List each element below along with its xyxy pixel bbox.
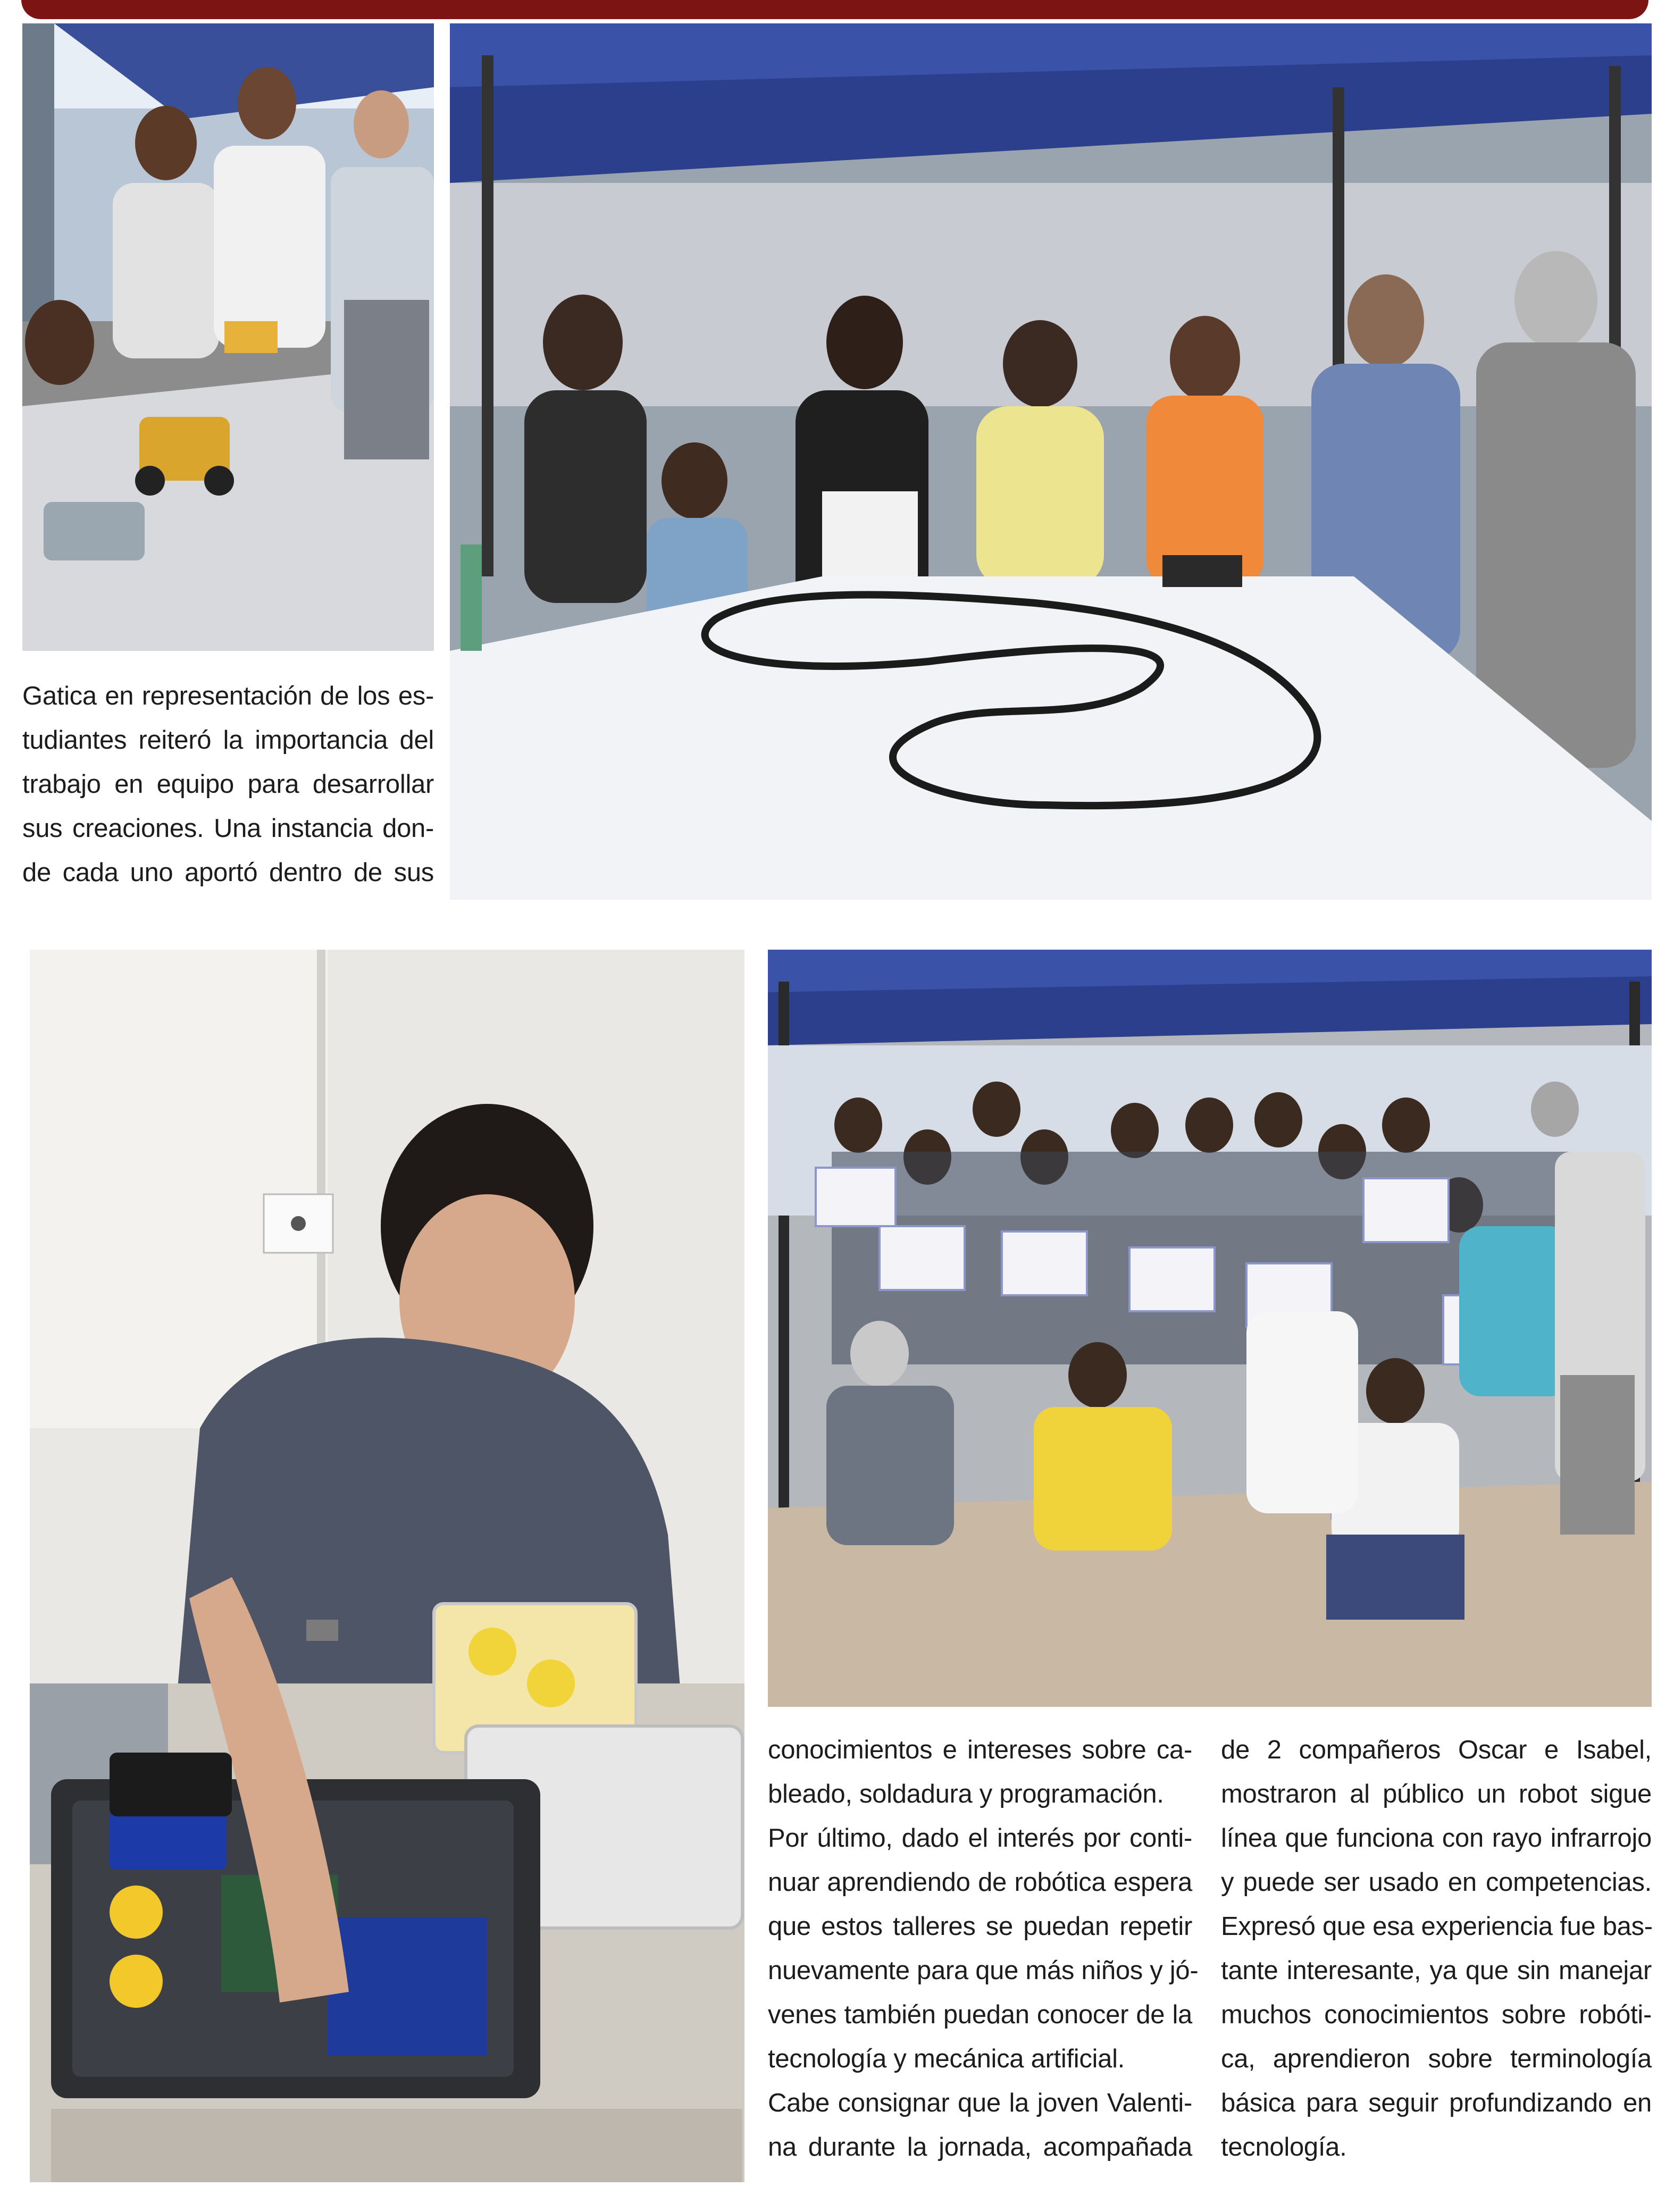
text-line: de cada uno aportó dentro de sus — [22, 858, 434, 887]
text-line: tudiantes reiteró la importancia del — [22, 726, 434, 755]
text-line: muchos conocimientos sobre robóti- — [1221, 2000, 1652, 2029]
article-text-column-right — [1221, 1728, 1652, 2169]
text-line: mostraron al público un robot sigue — [1221, 1780, 1652, 1808]
text-line: venes también puedan conocer de la — [768, 2000, 1192, 2029]
photo-student-assembling-robot — [30, 950, 744, 2182]
text-line: línea que funciona con rayo infrarrojo — [1221, 1824, 1652, 1853]
text-line: y puede ser usado en competencias. — [1221, 1868, 1652, 1897]
photo-group-with-certificates — [768, 950, 1652, 1707]
text-line: nuevamente para que más niños y jó- — [768, 1956, 1199, 1985]
text-line: básica para seguir profundizando en — [1221, 2089, 1652, 2117]
text-line: bleado, soldadura y programación. — [768, 1780, 1164, 1808]
text-line: tante interesante, ya que sin manejar — [1221, 1956, 1652, 1985]
article-text-column-middle — [768, 1728, 1199, 2169]
text-line: ca, aprendieron sobre terminología — [1221, 2045, 1652, 2073]
text-line: nuar aprendiendo de robótica espera — [768, 1868, 1192, 1897]
text-line: sus creaciones. Una instancia don- — [22, 814, 434, 843]
photo-line-follower-track — [450, 23, 1652, 900]
top-banner-band — [21, 0, 1648, 19]
text-line: tecnología y mecánica artificial. — [768, 2045, 1125, 2073]
text-line: trabajo en equipo para desarrollar — [22, 770, 434, 799]
article-text-column-left-top — [22, 674, 434, 895]
photo-students-robot-kits — [22, 23, 434, 651]
text-line: Expresó que esa experiencia fue bas- — [1221, 1912, 1653, 1941]
text-line: na durante la jornada, acompañada — [768, 2133, 1192, 2161]
text-line: tecnología. — [1221, 2133, 1347, 2161]
text-line: de 2 compañeros Oscar e Isabel, — [1221, 1736, 1652, 1764]
text-line: conocimientos e intereses sobre ca- — [768, 1736, 1192, 1764]
text-line: Gatica en representación de los es- — [22, 682, 434, 710]
text-line: Por último, dado el interés por conti- — [768, 1824, 1192, 1853]
text-line: Cabe consignar que la joven Valenti- — [768, 2089, 1192, 2117]
text-line: que estos talleres se puedan repetir — [768, 1912, 1192, 1941]
